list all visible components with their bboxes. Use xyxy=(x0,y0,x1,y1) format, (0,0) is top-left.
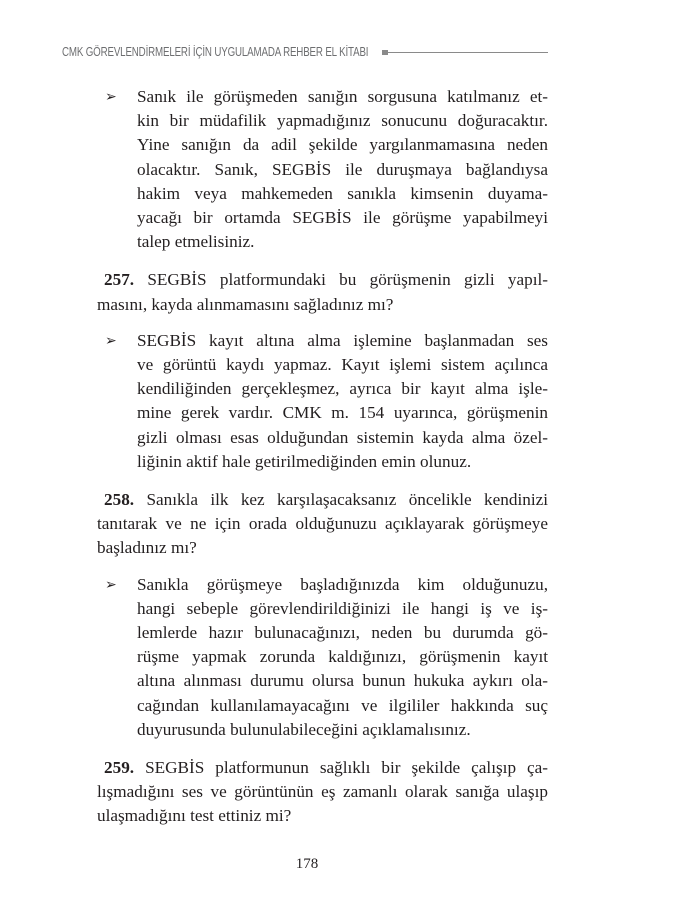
arrow-right-icon: ➢ xyxy=(105,576,117,593)
text-line: Sanıkla görüşmeye başladığınızda kim olduğunuzu, xyxy=(137,574,548,594)
text-line: yacağı bir ortamda SEGBİS ile görüşme yapabilmeyi xyxy=(137,208,548,228)
arrow-right-icon: ➢ xyxy=(105,89,117,105)
text-line: mine gerek vardır. CMK m. 154 uyarınca, görüşmenin xyxy=(137,403,548,423)
question-259 xyxy=(97,756,548,829)
answer-bullet xyxy=(97,85,548,254)
running-header xyxy=(62,42,548,62)
answer-bullet xyxy=(97,329,548,474)
text-line: başladınız mı? xyxy=(97,538,197,558)
answer-bullet xyxy=(97,573,548,742)
text-line: ulaşmadığını test ettiniz mi? xyxy=(97,806,292,826)
text-line: liğinin aktif hale getirilmediğinden emin olunuz. xyxy=(137,451,472,471)
arrow-right-icon: ➢ xyxy=(105,332,117,349)
text-line: lemlerde hazır bulunacağınızı, neden bu durumda gö- xyxy=(137,623,548,643)
text-line: 258. Sanıkla ilk kez karşılaşacaksanız öncelikle kendinizi xyxy=(104,490,548,510)
book-title: CMK GÖREVLENDİRMELERİ İÇİN UYGULAMADA REHBER EL KİTABI xyxy=(62,45,369,59)
text-line: kin bir müdafilik yapmadığınız sonucunu doğuracaktır. xyxy=(137,111,548,131)
question-257 xyxy=(97,268,548,316)
text-line: Yine sanığın da adil şekilde yargılanmamasına neden xyxy=(137,135,548,155)
text-line: ve görüntü kaydı yapmaz. Kayıt işlemi sistem açılınca xyxy=(137,355,548,375)
text-line: talep etmelisiniz. xyxy=(137,232,255,252)
text-line: kendiliğinden gerçekleşmez, ayrıca bir kayıt alma işle- xyxy=(137,379,548,399)
text-line: tanıtarak ve ne için orada olduğunuzu açıklayarak görüşmeye xyxy=(97,514,548,534)
text-line: cağından kullanılamayacağını ve ilgililer hakkında suç xyxy=(137,695,548,715)
text-line: hangi sebeple görevlendirildiğinizi ile hangi iş ve iş- xyxy=(137,598,548,618)
question-number: 259. xyxy=(104,758,135,778)
question-258 xyxy=(97,488,548,561)
page-body xyxy=(97,85,548,841)
text-line: duyurusunda bulunulabileceğini açıklamalısınız. xyxy=(137,719,471,739)
text-line: masını, kayda alınmamasını sağladınız mı? xyxy=(97,294,394,314)
text-line: 257. SEGBİS platformundaki bu görüşmenin gizli yapıl- xyxy=(104,270,548,290)
text-line: altına alınması durumu olursa bunun hukuka aykırı ola- xyxy=(137,671,548,691)
question-number: 257. xyxy=(104,270,135,290)
text-line: 259. SEGBİS platformunun sağlıklı bir şekilde çalışıp ça- xyxy=(104,758,549,778)
text-line: hakim veya mahkemeden sanıkla kimsenin duyama- xyxy=(137,183,548,203)
text-line: lışmadığını ses ve görüntünün eş zamanlı olarak sanığa ulaşıp xyxy=(97,782,548,802)
text-line: gizli olması esas olduğundan sistemin kayda alma özel- xyxy=(137,427,548,447)
header-rule xyxy=(388,52,548,53)
question-number: 258. xyxy=(104,490,135,510)
text-line: olacaktır. Sanık, SEGBİS ile duruşmaya bağlandıysa xyxy=(137,159,548,179)
text-line: Sanık ile görüşmeden sanığın sorgusuna katılmanız et- xyxy=(137,87,548,106)
page-number: 178 xyxy=(295,856,319,872)
text-line: SEGBİS kayıt altına alma işlemine başlanmadan ses xyxy=(137,330,548,350)
text-line: rüşme yapmak zorunda kaldığınızı, görüşmenin kayıt xyxy=(137,647,548,667)
